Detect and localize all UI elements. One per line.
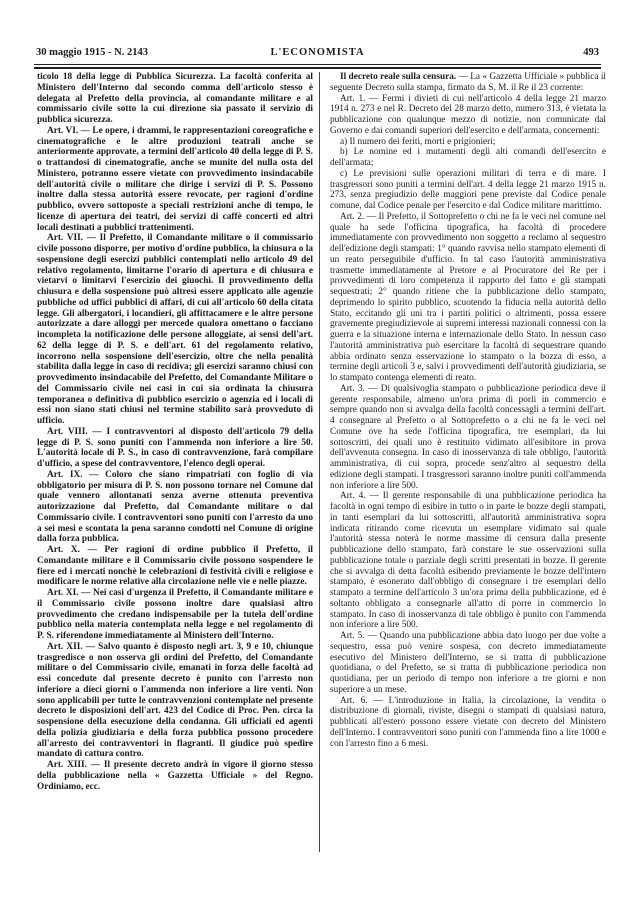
header-rule-thin — [34, 64, 601, 65]
right-column-paragraph: Il decreto reale sulla censura. — La « Gazzetta Ufficiale » pubblica il seguente Decreto sulla stampa, firmato da S. M. il Re il 23 corrente: — [330, 72, 606, 93]
left-column-paragraph: Art. XI. — Nei casi d'urgenza il Prefetto, il Comandante militare e il Commissario civile possono inoltre dare qualsiasi altro provvedimento che credano indispensabile per la tutela dell'ordine pubblico nella materia contemplata nella legge e nel regolamento di P. S. riferendone immediatamente al Ministero dell'Interno. — [37, 588, 313, 641]
right-column-paragraph: Art. 6. — L'introduzione in Italia, la circolazione, la vendita o distribuzione di giornali, riviste, disegni o stampati di qualsiasi natura, pubblicati all'estero possono essere vietate con decreto del Ministero dell'Interno. I contravventori sono puniti con l'ammenda fino a lire 1000 e con l'arresto fino a 6 mesi. — [330, 695, 606, 749]
left-column-paragraph: Art. VIII. — I contravventori al disposto dell'articolo 79 della legge di P. S. sono puniti con l'ammenda non inferiore a lire 50. L'autorità locale di P. S., in caso di contravvenzione, farà compilare d'ufficio, a spese del contravventore, l'elenco degli operai. — [37, 426, 313, 469]
left-column-paragraph: Art. XII. — Salvo quanto è disposto negli art. 3, 9 e 10, chiunque trasgredisce o non osserva gli ordini del Prefetto, del Comandante militare o del Commissario civile, emanati in forza delle facoltà ad essi concedute dal presente decreto è punito con l'arresto non inferiore a dieci giorni o l'ammenda non inferiore a lire venti. Non sono applicabili per tutte le contravvenzioni contemplate nel presente decreto le disposizioni dell'art. 423 del Codice di Proc. Pen. circa la sospensione della esecuzione della condanna. Gli ufficiali ed agenti della polizia giudiziaria e della forza pubblica possono procedere all'arresto dei contravventori in flagranti. Il giudice può spedire mandato di cattura contro. — [37, 641, 313, 760]
right-column-paragraph: c) Le previsioni sulle operazioni militari di terra e di mare. I trasgressori sono puniti a termini dell'art. 4 della legge 21 marzo 1915 n. 273, senza pregiudizio delle maggiori pene previste dal Codice penale comune, dal Codice penale per l'esercito e dal Codice militare marittimo. — [330, 168, 606, 211]
right-column — [330, 72, 606, 862]
header-journal-title: L'ECONOMISTA — [270, 47, 365, 58]
left-column-paragraph: Art. VII. — Il Prefetto, il Comandante militare o il commissario civile possono disporre, per motivo d'ordine pubblico, la chiusura o la sospensione degli esercizi pubblici contemplati nello articolo 49 del relativo regolamento, limitarne l'orario di apertura e di chiusura e vietarvi o limitarvi l'esercizio dei giuochi. Il provvedimento della chiusura e della sospensione può altresì essere applicato alle agenzie pubbliche od uffici pubblici di affari, di cui all'articolo 60 della citata legge. Gli albergatori, i locandieri, gli affittacamere e le altre persone autorizzate a dare alloggi per mercede qualora omettano o facciano incompleta la notificazione delle persone alloggiate, ai sensi dell'art. 62 della legge di P. S. e dell'art. 61 del regolamento relativo, incorrono nella sospensione dell'esercizio, oltre che nella penalità stabilita dalla legge in caso di recidiva; gli esercizi saranno chiusi con provvedimento insindacabile del Prefetto, del Comandante Militare o del Commissario civile nei casi in cui sia ordinata la chiusura temporanea o definitiva di pubblico esercizio o agenzia ed i locali di essi non siano stati chiusi nel termine stabilito sarà provveduto di ufficio. — [37, 233, 313, 426]
right-column-paragraph: Art. 5. — Quando una pubblicazione abbia dato luogo per due volte a sequestro, essa può venire sospesa, con decreto immediatamente esecutivo del Ministero dell'Interno, se si tratta di pubblicazione quotidiana, o del Prefetto, se si tratta di pubblicazione periodica non quotidiana, per un periodo di tempo non inferiore a tre giorni e non superiore a un mese. — [330, 631, 606, 695]
section-heading: Il decreto reale sulla censura. — [340, 72, 457, 82]
right-column-paragraph: b) Le nomine ed i mutamenti degli alti comandi dell'esercito e dell'armata; — [330, 147, 606, 168]
left-column-paragraph: Art. VI. — Le opere, i drammi, le rappresentazioni coreografiche e cinematografiche e le altre produzioni teatrali anche se anteriormente approvate, a termini dell'articolo 40 della legge di P. S. o trattandosi di cinematografie, anche se munite del nulla osta del Ministero, potranno essere vietate con provvedimento insindacabile dell'autorità civile o militare che dirige i servizi di P. S. Possono inoltre dalla stessa autorità essere revocate, per ragioni d'ordine pubblico, ovvero sottoposte a speciali restrizioni anche di tempo, le licenze di apertura dei teatri, dei servizi di caffè concerti ed altri locali destinati a pubblici trattenimenti. — [37, 125, 313, 233]
right-column-paragraph: Art. 1. — Fermi i divieti di cui nell'articolo 4 della legge 21 marzo 1914 n. 273 e nel R. Decreto del 28 marzo detto, numero 313, è vietata la pubblicazione con qualunque mezzo di notizie, non comunicate dal Governo e dai comandi superiori dell'esercito e dell'armata, concernenti: — [330, 93, 606, 136]
right-column-paragraph: Art. 3. — Di qualsivoglia stampato o pubblicazione periodica deve il gerente responsabile, almeno un'ora prima di porli in commercio e sempre quando non si avvalga della facoltà concessagli a termini dell'art. 4 consegnare al Prefetto o al Sottoprefetto o a chi ne fa le veci nel Comune ove ha sede l'officina tipografica, tre esemplari, da lui sottoscritti, dei quali uno è restituito vidimato all'esibitore in prova dell'avvenuta consegna. In caso di inosservanza di tale obbligo, l'autorità amministrativa, di cui sopra, procede senz'altro al sequestro della edizione degli stampati. I trasgressori saranno inoltre puniti coll'ammenda non inferiore a lire 500. — [330, 383, 606, 491]
right-column-paragraph: Art. 4. — Il gerente responsabile di una pubblicazione periodica ha facoltà in ogni tempo di esibire in tutto o in parte le bozze degli stampati, in tanti esemplari da lui sottoscritti, all'autorità amministrativa sopra indicata ritirando come ricevuta un esemplare vidimato sul quale l'autorità stessa noterà le norme massime di censura dalla presente pubblicazione dello stampato, farà constare le sue osservazioni sulla pubblicazione totale o parziale degli scritti presentati in bozze. Il gerente che si avvalga di detta facoltà esibendo previamente le bozze dell'intero stampato, è esonerato dall'obbligo di consegnare i tre esemplari dello stampato a termine dell'articolo 3 un'ora prima della pubblicazione, ed è soltanto obbligato a consegnarle all'atto di porre in commercio lo stampato. In caso di inosservanza di tale obbligo è punito con l'ammenda non inferiore a lire 500. — [330, 491, 606, 631]
right-column-paragraph: a) Il numero dei feriti, morti e prigionieri; — [340, 136, 496, 147]
left-column-paragraph: Art. IX. — Coloro che siano rimpatriati con foglio di via obbligatorio per misura di P. S. non possono tornare nel Comune dal quale vennero allontanati senza averne ottenuta preventiva autorizzazione dal Prefetto, dal Comandante militare o dal Commissario civile. I contravventori sono puniti con l'arresto da uno a sei mesi e scontata la pena saranno condotti nel Comune di origine dalla forza pubblica. — [37, 469, 313, 545]
header-date-issue: 30 maggio 1915 - N. 2143 — [36, 47, 148, 58]
left-column-paragraph: ticolo 18 della legge di Pubblica Sicurezza. La facoltà conferita al Ministero dell'Interno dal secondo comma dell'articolo stesso è delegata al Prefetto della provincia, al comandante militare e al commissario civile sotto la cui direzione sia passato il servizio di pubblica sicurezza. — [37, 72, 313, 125]
left-column — [37, 72, 313, 862]
header-page-number: 493 — [583, 47, 599, 58]
column-divider — [319, 72, 320, 852]
left-column-paragraph: Art. XIII. — Il presente decreto andrà in vigore il giorno stesso della pubblicazione nella « Gazzetta Ufficiale » del Regno. Ordiniamo, ecc. — [37, 760, 313, 792]
header-rule-thick — [34, 67, 601, 69]
running-header — [36, 47, 599, 61]
right-column-paragraph: Art. 2. — Il Prefetto, il Sottoprefetto o chi ne fa le veci nel comune nel quale ha sede l'officina tipografica, ha facoltà di procedere immediatamente con provvedimento non soggetto a reclamo al sequestro dell'edizione degli stampati: 1° quando ravvisa nello stampato elementi di un reato perseguibile d'ufficio. In tal caso l'autorità amministrativa trasmette immediatamente al Pretore e al Procuratore del Re per i provvedimenti di loro competenza il rapporto del fatto e gli stampati sequestrati; 2° quando ritiene che la pubblicazione dello stampato, deprimendo lo spirito pubblico, scuotendo la fiducia nella autorità dello Stato, eccitando gli uni tra i partiti politici o altrimenti, possa essere gravemente pregiudizievole ai supremi interessi nazionali connessi con la guerra e la situazione interna e internazionale dello Stato. In nessun caso l'autorità amministrativa può esercitare la facoltà di sequestrare quando abbia ordinato senza osservazione lo stampato o la bozza di esso, a termine degli articoli 3 e, salvi i provvedimenti dell'autorità giudiziaria, se lo stampato contenga elementi di reato. — [330, 211, 606, 383]
left-column-paragraph: Art. X. — Per ragioni di ordine pubblico il Prefetto, il Comandante militare e il Commissario civile possono sospendere le fiere ed i mercati nonchè le celebrazioni di festività civili e religiose e modificare le norme relative alla circolazione nelle vie e nelle piazze. — [37, 545, 313, 588]
